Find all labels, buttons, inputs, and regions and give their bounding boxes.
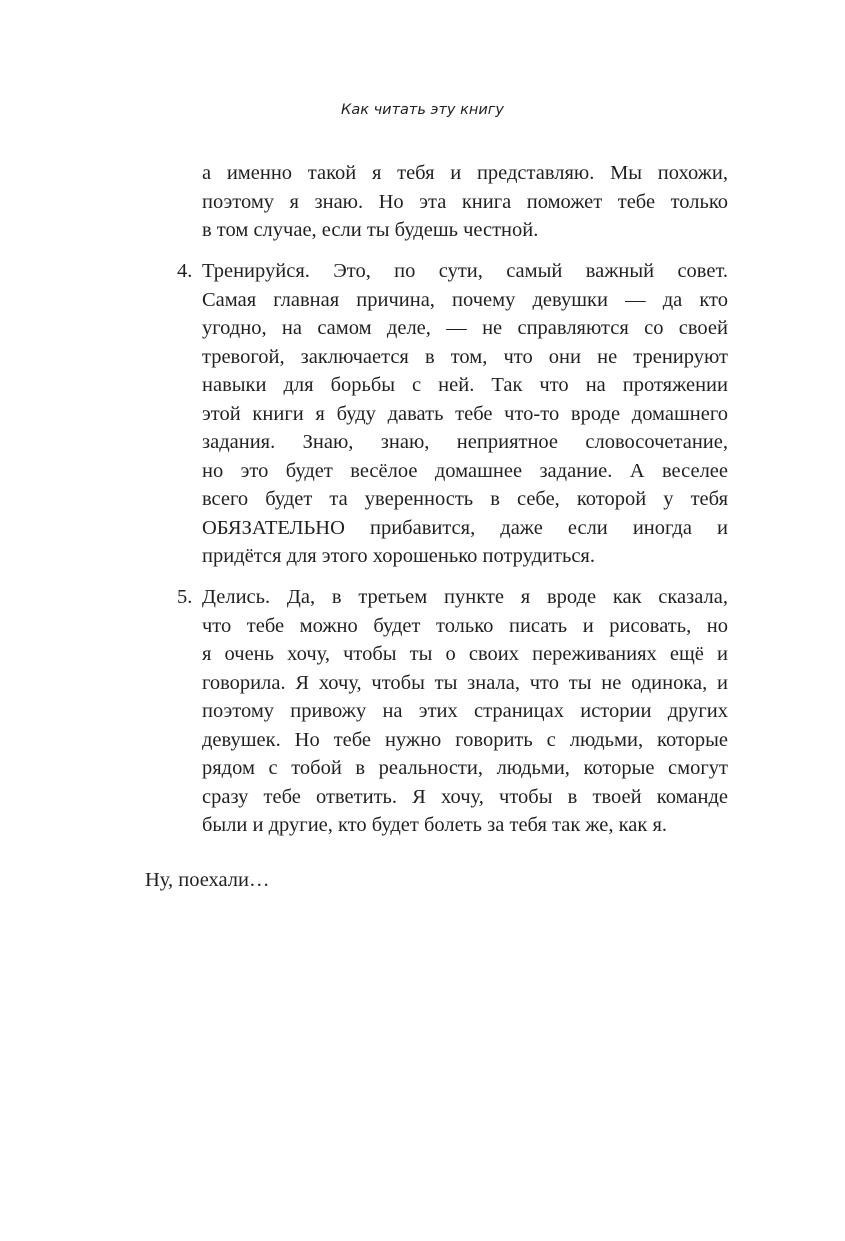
text-line: поэтому я знаю. Но эта книга поможет тебе только [202, 190, 728, 213]
text-line: говорила. Я хочу, чтобы ты знала, что ты не одинока, и [202, 671, 728, 694]
text-line: этой книги я буду давать тебе что-то вроде домашнего [202, 402, 728, 425]
text-line: девушек. Но тебе нужно говорить с людьми, которые [202, 728, 728, 751]
text-line: тревогой, заключается в том, что они не тренируют [202, 345, 728, 368]
continuation-paragraph [202, 159, 728, 245]
text-line: Делись. Да, в третьем пункте я вроде как сказала, [202, 586, 728, 608]
list-item-4 [177, 257, 728, 571]
text-line: всего будет та уверенность в себе, которой у тебя [202, 488, 728, 510]
list-item-5 [177, 583, 728, 840]
text-line: Самая главная причина, почему девушки — да кто [202, 288, 728, 311]
text-line: задания. Знаю, знаю, неприятное словосочетание, [202, 431, 728, 453]
text-line: угодно, на самом деле, — не справляются со своей [202, 317, 728, 339]
text-line: были и другие, кто будет болеть за тебя так же, как я. [202, 814, 668, 836]
text-line: ОБЯЗАТЕЛЬНО прибавится, даже если иногда и [202, 516, 728, 539]
running-head: Как читать эту книгу [341, 102, 504, 118]
text-line: а именно такой я тебя и представляю. Мы похожи, [202, 162, 728, 184]
text-line: Тренируйся. Это, по сути, самый важный совет. [202, 260, 728, 282]
closing-line: Ну, поехали… [145, 869, 270, 891]
text-line: сразу тебе ответить. Я хочу, чтобы в твоей команде [202, 785, 728, 808]
text-line: рядом с тобой в реальности, людьми, которые смогут [202, 757, 728, 779]
text-line: навыки для борьбы с ней. Так что на протяжении [202, 374, 728, 396]
text-line: я очень хочу, чтобы ты о своих переживаниях ещё и [202, 643, 728, 665]
text-line: придётся для этого хорошенько потрудиться. [202, 545, 595, 567]
text-line: но это будет весёлое домашнее задание. А веселее [202, 459, 728, 482]
text-line: что тебе можно будет только писать и рисовать, но [202, 614, 728, 637]
list-number: 5. [177, 586, 193, 608]
list-number: 4. [177, 260, 193, 282]
text-line: в том случае, если ты будешь честной. [202, 219, 539, 241]
text-line: поэтому привожу на этих страницах истории других [202, 700, 728, 722]
